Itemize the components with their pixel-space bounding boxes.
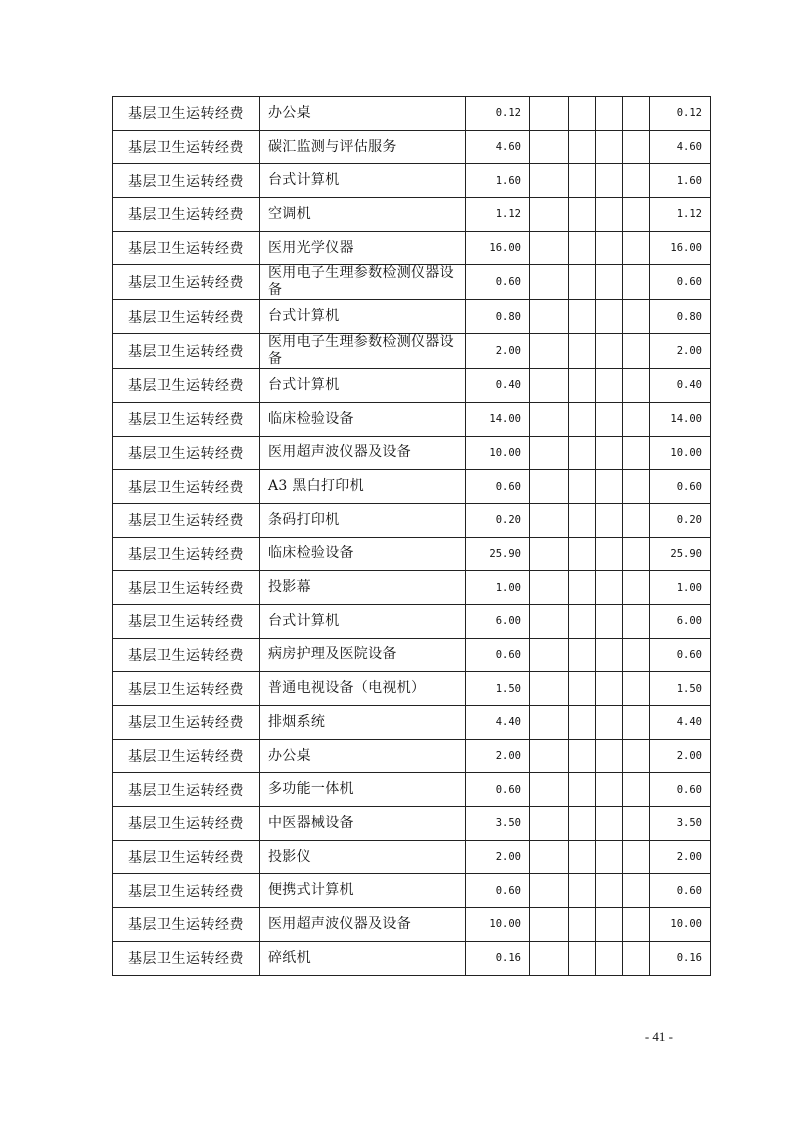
- fund-cell: 基层卫生运转经费: [113, 436, 260, 470]
- amount-cell: 0.60: [466, 265, 530, 300]
- fund-cell: 基层卫生运转经费: [113, 672, 260, 706]
- total-cell: 10.00: [650, 908, 711, 942]
- table-row: [113, 369, 711, 403]
- table-row: [113, 638, 711, 672]
- fund-cell: 基层卫生运转经费: [113, 97, 260, 131]
- amount-cell: 0.60: [466, 874, 530, 908]
- empty-cell: [596, 604, 623, 638]
- empty-cell: [623, 908, 650, 942]
- table-row: [113, 300, 711, 334]
- empty-cell: [530, 470, 569, 504]
- empty-cell: [569, 503, 596, 537]
- table-row: [113, 840, 711, 874]
- empty-cell: [623, 941, 650, 975]
- empty-cell: [596, 941, 623, 975]
- empty-cell: [569, 369, 596, 403]
- fund-cell: 基层卫生运转经费: [113, 369, 260, 403]
- fund-cell: 基层卫生运转经费: [113, 164, 260, 198]
- table-row: [113, 97, 711, 131]
- empty-cell: [623, 840, 650, 874]
- empty-cell: [530, 571, 569, 605]
- table-row: [113, 739, 711, 773]
- item-cell: 台式计算机: [260, 369, 466, 403]
- total-cell: 0.40: [650, 369, 711, 403]
- table-row: [113, 571, 711, 605]
- item-cell: 临床检验设备: [260, 402, 466, 436]
- amount-cell: 10.00: [466, 436, 530, 470]
- fund-cell: 基层卫生运转经费: [113, 874, 260, 908]
- total-cell: 1.12: [650, 198, 711, 232]
- table-row: [113, 164, 711, 198]
- empty-cell: [596, 436, 623, 470]
- item-cell: 台式计算机: [260, 164, 466, 198]
- amount-cell: 10.00: [466, 908, 530, 942]
- amount-cell: 2.00: [466, 334, 530, 369]
- item-cell: 医用超声波仪器及设备: [260, 908, 466, 942]
- empty-cell: [530, 706, 569, 740]
- item-cell: 空调机: [260, 198, 466, 232]
- fund-cell: 基层卫生运转经费: [113, 130, 260, 164]
- empty-cell: [623, 537, 650, 571]
- empty-cell: [569, 739, 596, 773]
- table-row: [113, 672, 711, 706]
- item-cell: 台式计算机: [260, 604, 466, 638]
- empty-cell: [596, 638, 623, 672]
- empty-cell: [530, 941, 569, 975]
- empty-cell: [596, 537, 623, 571]
- empty-cell: [623, 638, 650, 672]
- empty-cell: [596, 672, 623, 706]
- empty-cell: [623, 672, 650, 706]
- empty-cell: [569, 231, 596, 265]
- total-cell: 0.60: [650, 773, 711, 807]
- total-cell: 10.00: [650, 436, 711, 470]
- amount-cell: 1.60: [466, 164, 530, 198]
- total-cell: 2.00: [650, 840, 711, 874]
- table-row: [113, 198, 711, 232]
- empty-cell: [569, 402, 596, 436]
- total-cell: 1.60: [650, 164, 711, 198]
- empty-cell: [530, 164, 569, 198]
- fund-cell: 基层卫生运转经费: [113, 840, 260, 874]
- amount-cell: 1.12: [466, 198, 530, 232]
- empty-cell: [596, 300, 623, 334]
- empty-cell: [530, 402, 569, 436]
- fund-cell: 基层卫生运转经费: [113, 265, 260, 300]
- amount-cell: 0.60: [466, 638, 530, 672]
- total-cell: 0.12: [650, 97, 711, 131]
- table-row: [113, 537, 711, 571]
- total-cell: 6.00: [650, 604, 711, 638]
- empty-cell: [596, 198, 623, 232]
- amount-cell: 2.00: [466, 840, 530, 874]
- empty-cell: [623, 130, 650, 164]
- amount-cell: 2.00: [466, 739, 530, 773]
- fund-cell: 基层卫生运转经费: [113, 706, 260, 740]
- empty-cell: [596, 807, 623, 841]
- empty-cell: [569, 198, 596, 232]
- empty-cell: [530, 672, 569, 706]
- total-cell: 3.50: [650, 807, 711, 841]
- table-row: [113, 402, 711, 436]
- fund-cell: 基层卫生运转经费: [113, 941, 260, 975]
- fund-cell: 基层卫生运转经费: [113, 402, 260, 436]
- empty-cell: [569, 164, 596, 198]
- empty-cell: [623, 164, 650, 198]
- total-cell: 2.00: [650, 334, 711, 369]
- empty-cell: [569, 537, 596, 571]
- empty-cell: [569, 604, 596, 638]
- empty-cell: [623, 706, 650, 740]
- table-row: [113, 908, 711, 942]
- empty-cell: [569, 874, 596, 908]
- table-body: [113, 97, 711, 976]
- empty-cell: [623, 300, 650, 334]
- item-cell: 病房护理及医院设备: [260, 638, 466, 672]
- empty-cell: [596, 773, 623, 807]
- empty-cell: [623, 807, 650, 841]
- amount-cell: 0.12: [466, 97, 530, 131]
- empty-cell: [569, 97, 596, 131]
- total-cell: 4.40: [650, 706, 711, 740]
- fund-cell: 基层卫生运转经费: [113, 231, 260, 265]
- fund-cell: 基层卫生运转经费: [113, 470, 260, 504]
- empty-cell: [623, 571, 650, 605]
- empty-cell: [530, 300, 569, 334]
- empty-cell: [530, 334, 569, 369]
- empty-cell: [569, 334, 596, 369]
- amount-cell: 0.60: [466, 470, 530, 504]
- amount-cell: 0.16: [466, 941, 530, 975]
- item-cell: 医用电子生理参数检测仪器设备: [260, 334, 466, 369]
- empty-cell: [596, 908, 623, 942]
- empty-cell: [569, 807, 596, 841]
- empty-cell: [596, 97, 623, 131]
- item-cell: 多功能一体机: [260, 773, 466, 807]
- empty-cell: [530, 537, 569, 571]
- total-cell: 14.00: [650, 402, 711, 436]
- empty-cell: [569, 773, 596, 807]
- table-row: [113, 436, 711, 470]
- item-cell: 办公桌: [260, 97, 466, 131]
- item-cell: A3 黑白打印机: [260, 470, 466, 504]
- item-cell: 碎纸机: [260, 941, 466, 975]
- fund-cell: 基层卫生运转经费: [113, 537, 260, 571]
- item-cell: 碳汇监测与评估服务: [260, 130, 466, 164]
- fund-cell: 基层卫生运转经费: [113, 604, 260, 638]
- empty-cell: [596, 470, 623, 504]
- table-row: [113, 941, 711, 975]
- empty-cell: [623, 402, 650, 436]
- table-row: [113, 470, 711, 504]
- table-row: [113, 604, 711, 638]
- item-cell: 排烟系统: [260, 706, 466, 740]
- empty-cell: [596, 130, 623, 164]
- empty-cell: [596, 706, 623, 740]
- empty-cell: [596, 265, 623, 300]
- empty-cell: [596, 164, 623, 198]
- total-cell: 0.60: [650, 265, 711, 300]
- empty-cell: [623, 470, 650, 504]
- empty-cell: [569, 840, 596, 874]
- amount-cell: 14.00: [466, 402, 530, 436]
- empty-cell: [596, 503, 623, 537]
- amount-cell: 0.20: [466, 503, 530, 537]
- empty-cell: [596, 739, 623, 773]
- fund-cell: 基层卫生运转经费: [113, 300, 260, 334]
- empty-cell: [596, 402, 623, 436]
- amount-cell: 1.50: [466, 672, 530, 706]
- empty-cell: [596, 571, 623, 605]
- table-row: [113, 265, 711, 300]
- empty-cell: [530, 130, 569, 164]
- table-row: [113, 334, 711, 369]
- fund-cell: 基层卫生运转经费: [113, 334, 260, 369]
- item-cell: 投影幕: [260, 571, 466, 605]
- fund-cell: 基层卫生运转经费: [113, 807, 260, 841]
- fund-cell: 基层卫生运转经费: [113, 503, 260, 537]
- empty-cell: [569, 300, 596, 334]
- empty-cell: [530, 908, 569, 942]
- total-cell: 0.16: [650, 941, 711, 975]
- amount-cell: 0.80: [466, 300, 530, 334]
- empty-cell: [569, 908, 596, 942]
- empty-cell: [623, 97, 650, 131]
- total-cell: 1.50: [650, 672, 711, 706]
- item-cell: 台式计算机: [260, 300, 466, 334]
- fund-cell: 基层卫生运转经费: [113, 638, 260, 672]
- empty-cell: [569, 130, 596, 164]
- item-cell: 临床检验设备: [260, 537, 466, 571]
- fund-cell: 基层卫生运转经费: [113, 739, 260, 773]
- empty-cell: [530, 638, 569, 672]
- total-cell: 25.90: [650, 537, 711, 571]
- empty-cell: [596, 231, 623, 265]
- total-cell: 2.00: [650, 739, 711, 773]
- table-row: [113, 503, 711, 537]
- empty-cell: [623, 265, 650, 300]
- empty-cell: [530, 773, 569, 807]
- empty-cell: [623, 231, 650, 265]
- empty-cell: [623, 874, 650, 908]
- empty-cell: [623, 503, 650, 537]
- table-row: [113, 706, 711, 740]
- amount-cell: 1.00: [466, 571, 530, 605]
- procurement-budget-table: [112, 96, 711, 976]
- empty-cell: [596, 369, 623, 403]
- table-row: [113, 773, 711, 807]
- empty-cell: [530, 198, 569, 232]
- empty-cell: [530, 840, 569, 874]
- empty-cell: [569, 470, 596, 504]
- total-cell: 0.80: [650, 300, 711, 334]
- total-cell: 0.60: [650, 470, 711, 504]
- amount-cell: 3.50: [466, 807, 530, 841]
- amount-cell: 0.40: [466, 369, 530, 403]
- empty-cell: [596, 840, 623, 874]
- table-row: [113, 231, 711, 265]
- empty-cell: [530, 604, 569, 638]
- item-cell: 条码打印机: [260, 503, 466, 537]
- total-cell: 0.20: [650, 503, 711, 537]
- total-cell: 0.60: [650, 638, 711, 672]
- item-cell: 医用电子生理参数检测仪器设备: [260, 265, 466, 300]
- empty-cell: [530, 265, 569, 300]
- fund-cell: 基层卫生运转经费: [113, 571, 260, 605]
- fund-cell: 基层卫生运转经费: [113, 773, 260, 807]
- amount-cell: 0.60: [466, 773, 530, 807]
- amount-cell: 25.90: [466, 537, 530, 571]
- item-cell: 办公桌: [260, 739, 466, 773]
- empty-cell: [569, 638, 596, 672]
- empty-cell: [530, 436, 569, 470]
- empty-cell: [569, 706, 596, 740]
- item-cell: 普通电视设备（电视机）: [260, 672, 466, 706]
- page-number: - 41 -: [644, 1029, 673, 1044]
- empty-cell: [569, 672, 596, 706]
- empty-cell: [530, 807, 569, 841]
- empty-cell: [530, 503, 569, 537]
- item-cell: 医用光学仪器: [260, 231, 466, 265]
- empty-cell: [623, 773, 650, 807]
- empty-cell: [623, 334, 650, 369]
- empty-cell: [623, 604, 650, 638]
- fund-cell: 基层卫生运转经费: [113, 198, 260, 232]
- item-cell: 便携式计算机: [260, 874, 466, 908]
- amount-cell: 16.00: [466, 231, 530, 265]
- empty-cell: [530, 231, 569, 265]
- total-cell: 0.60: [650, 874, 711, 908]
- amount-cell: 4.40: [466, 706, 530, 740]
- empty-cell: [530, 97, 569, 131]
- empty-cell: [623, 436, 650, 470]
- empty-cell: [530, 369, 569, 403]
- total-cell: 1.00: [650, 571, 711, 605]
- empty-cell: [569, 265, 596, 300]
- empty-cell: [623, 198, 650, 232]
- table-row: [113, 807, 711, 841]
- total-cell: 16.00: [650, 231, 711, 265]
- fund-cell: 基层卫生运转经费: [113, 908, 260, 942]
- empty-cell: [596, 334, 623, 369]
- empty-cell: [530, 739, 569, 773]
- empty-cell: [569, 436, 596, 470]
- item-cell: 医用超声波仪器及设备: [260, 436, 466, 470]
- item-cell: 中医器械设备: [260, 807, 466, 841]
- empty-cell: [623, 369, 650, 403]
- amount-cell: 6.00: [466, 604, 530, 638]
- empty-cell: [530, 874, 569, 908]
- empty-cell: [569, 571, 596, 605]
- total-cell: 4.60: [650, 130, 711, 164]
- table-row: [113, 874, 711, 908]
- amount-cell: 4.60: [466, 130, 530, 164]
- empty-cell: [569, 941, 596, 975]
- empty-cell: [623, 739, 650, 773]
- table-row: [113, 130, 711, 164]
- item-cell: 投影仪: [260, 840, 466, 874]
- empty-cell: [596, 874, 623, 908]
